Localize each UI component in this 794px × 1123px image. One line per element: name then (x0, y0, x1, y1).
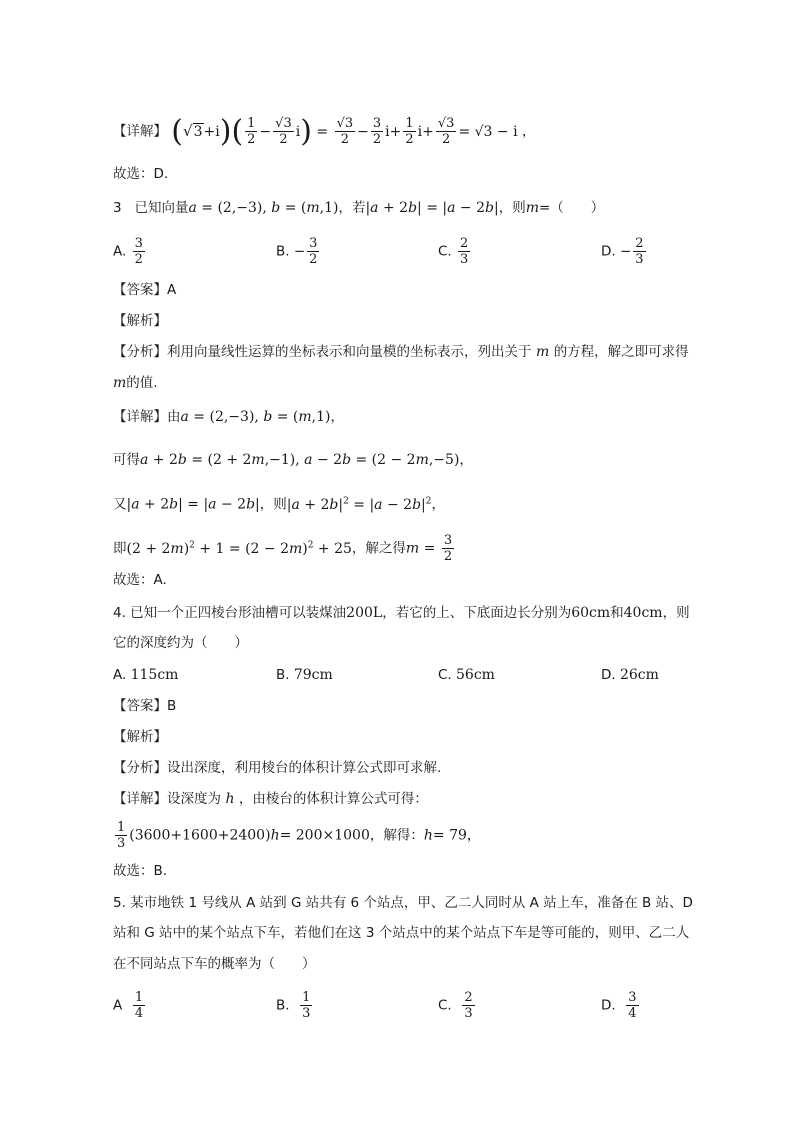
q3-choice: 故选：A. (113, 572, 167, 588)
q3-option-a[interactable]: A. $\frac{3}{2}$ (113, 236, 143, 267)
q5-line-3: 在不同站点下车的概率为（ ） (113, 956, 316, 972)
q3-answer: 【答案】A (113, 282, 177, 298)
prev-detail-line (113, 113, 536, 149)
q4-analysis: 【解析】 (113, 729, 167, 745)
q5-option-a[interactable]: A $\frac{1}{4}$ (113, 990, 144, 1021)
q5-option-c[interactable]: C. $\frac{2}{3}$ (438, 990, 473, 1021)
q5-line-1: 5. 某市地铁 1 号线从 A 站到 G 站共有 6 个站点，甲、乙二人同时从 A 站上车，准备在 B 站、D (113, 895, 693, 911)
q4-option-a[interactable]: A. 115cm (113, 667, 179, 683)
q4-option-d[interactable]: D. 26cm (601, 667, 659, 683)
q4-choice: 故选：B. (113, 863, 168, 879)
q3-option-d[interactable]: D. − $\frac{2}{3}$ (601, 236, 644, 267)
q3-fenxi-2: m的值. (113, 375, 158, 391)
q3-detail-1: 【详解】由a = (2,−3), b = (m,1)， (113, 409, 344, 425)
q3-fenxi: 【分析】利用向量线性运算的坐标表示和向量模的坐标表示，列出关于 m 的方程，解之即可求得 (113, 344, 689, 360)
q3-vectors: a = (2,−3), b = (m,1) (188, 200, 339, 216)
q3-detail-3: 又|a + 2b| = |a − 2b|，则$|a + 2b|^2 = |a - 2b|^2$， (113, 496, 445, 513)
q3-condition: |a + 2b| = |a − 2b| (365, 200, 499, 216)
prev-choice: 故选：D. (113, 166, 169, 182)
q5-option-b[interactable]: B. $\frac{1}{3}$ (276, 990, 311, 1021)
q4-option-c[interactable]: C. 56cm (438, 667, 495, 683)
q3-stem-c: ，则 (498, 200, 526, 216)
q4-formula: $\frac{1}{3}$ (3600+1600+2400)h= 200×1000，解得：h= 79， (117, 820, 481, 851)
q4-stem-1: 4. 已知一个正四棱台形油槽可以装煤油200L，若它的上、下底面边长分别为60cm和40cm，则 (113, 605, 690, 621)
q5-option-d[interactable]: D. $\frac{3}{4}$ (601, 990, 637, 1021)
q3-detail-4: 即$(2 + 2m)^2 + 1 = (2 - 2m)^2 + 25$，解之得m = $\frac{3}{2}$ (113, 533, 453, 564)
q5-line-2: 站和 G 站中的某个站点下车，若他们在这 3 个站点中的某个站点下车是等可能的，则甲、乙二人 (113, 925, 690, 941)
detail-formula: (√3+i)( $\frac{1}{2}$ − $\frac{√3}{2}$ i) = $\frac{√3}{2}$ − $\frac{3}{2}$ i+ $\frac{1}{2}$ i+ $\frac{√3}{2}$ = √3 − i (171, 113, 523, 149)
q4-option-b[interactable]: B. 79cm (276, 667, 333, 683)
q3-stem: 3 已知向量a = (2,−3), b = (m,1)，若|a + 2b| = |a − 2b|，则m=（ ） (113, 200, 605, 216)
q4-stem-2: 它的深度约为（ ） (113, 635, 248, 651)
q3-analysis: 【解析】 (113, 313, 167, 329)
q4-detail: 【详解】设深度为 h ，由棱台的体积计算公式可得： (113, 791, 428, 807)
q3-stem-a: 已知向量 (134, 200, 189, 216)
detail-label: 【详解】 (113, 123, 167, 140)
q4-fenxi: 【分析】设出深度，利用棱台的体积计算公式即可求解. (113, 760, 442, 776)
q3-number: 3 (113, 200, 122, 216)
q4-answer: 【答案】B (113, 698, 177, 714)
q3-option-b[interactable]: B. − $\frac{3}{2}$ (276, 236, 318, 267)
q3-stem-d: =（ ） (539, 200, 605, 216)
q3-detail-2: 可得a + 2b = (2 + 2m,−1), a − 2b = (2 − 2m,−5)， (113, 452, 473, 468)
q3-stem-b: ，若 (338, 200, 366, 216)
detail-tail: ， (522, 123, 536, 140)
q3-option-c[interactable]: C. $\frac{2}{3}$ (438, 236, 469, 267)
